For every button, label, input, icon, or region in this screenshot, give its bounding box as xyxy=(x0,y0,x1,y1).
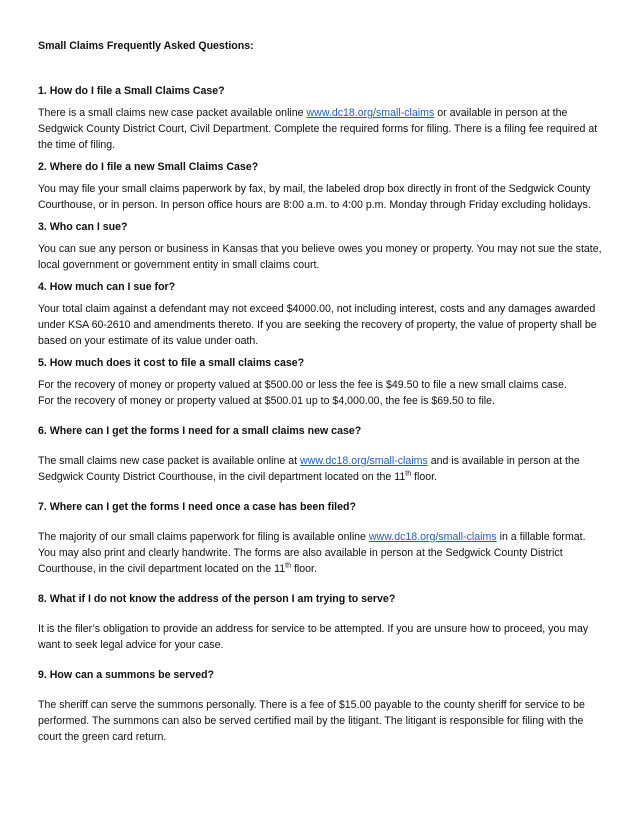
question-6: 6. Where can I get the forms I need for a small claims new case? xyxy=(38,425,362,437)
faq-document xyxy=(38,38,604,745)
answer-5-line-1: For the recovery of money or property valued at $500.00 or less the fee is $49.50 to file a new small claims case. xyxy=(38,379,567,391)
question-3: 3. Who can I sue? xyxy=(38,221,128,233)
question-2: 2. Where do I file a new Small Claims Case? xyxy=(38,161,259,173)
question-9: 9. How can a summons be served? xyxy=(38,669,215,681)
question-8: 8. What if I do not know the address of the person I am trying to serve? xyxy=(38,593,396,605)
question-7: 7. Where can I get the forms I need once a case has been filed? xyxy=(38,501,356,513)
answer-7: The majority of our small claims paperwork for filing is available online www.dc18.org/small-claims in a fillable format. You may also print and clearly handwrite. The forms are also available in person at the Sedgwick County District Courthouse, in the civil department located on the 11th floor. xyxy=(38,531,586,575)
answer-5-line-2: For the recovery of money or property valued at $500.01 up to $4,000.00, the fee is $69.50 to file. xyxy=(38,395,495,407)
answer-4: Your total claim against a defendant may not exceed $4000.00, not including interest, costs and any damages awarded under KSA 60-2610 and amendments thereto. If you are seeking the recovery of property, the value of property shall be based on your estimate of its value under oath. xyxy=(38,303,597,347)
document-title: Small Claims Frequently Asked Questions: xyxy=(38,40,254,52)
small-claims-link[interactable]: www.dc18.org/small-claims xyxy=(300,455,428,467)
question-5: 5. How much does it cost to file a small claims case? xyxy=(38,357,305,369)
question-4: 4. How much can I sue for? xyxy=(38,281,176,293)
answer-6: The small claims new case packet is available online at www.dc18.org/small-claims and is available in person at the Sedgwick County District Courthouse, in the civil department located on the 11th floor. xyxy=(38,455,580,483)
answer-3: You can sue any person or business in Kansas that you believe owes you money or property. You may not sue the state, local government or government entity in small claims court. xyxy=(38,243,602,271)
answer-8: It is the filer’s obligation to provide an address for service to be attempted. If you are unsure how to proceed, you may want to seek legal advice for your case. xyxy=(38,623,589,651)
answer-2: You may file your small claims paperwork by fax, by mail, the labeled drop box directly in front of the Sedgwick County Courthouse, or in person. In person office hours are 8:00 a.m. to 4:00 p.m. Monday through Friday excluding holidays. xyxy=(38,183,591,211)
answer-9: The sheriff can serve the summons personally. There is a fee of $15.00 payable to the county sheriff for service to be performed. The summons can also be served certified mail by the litigant. The litigant is responsible for filing with the court the green card return. xyxy=(38,699,585,743)
small-claims-link[interactable]: www.dc18.org/small-claims xyxy=(368,531,497,543)
answer-1: There is a small claims new case packet available online www.dc18.org/small-claims or available in person at the Sedgwick County District Court, Civil Department. Complete the required forms for filing. There is a filing fee required at the time of filing. xyxy=(38,107,598,151)
small-claims-link[interactable]: www.dc18.org/small-claims xyxy=(306,107,435,119)
question-1: 1. How do I file a Small Claims Case? xyxy=(38,85,225,97)
